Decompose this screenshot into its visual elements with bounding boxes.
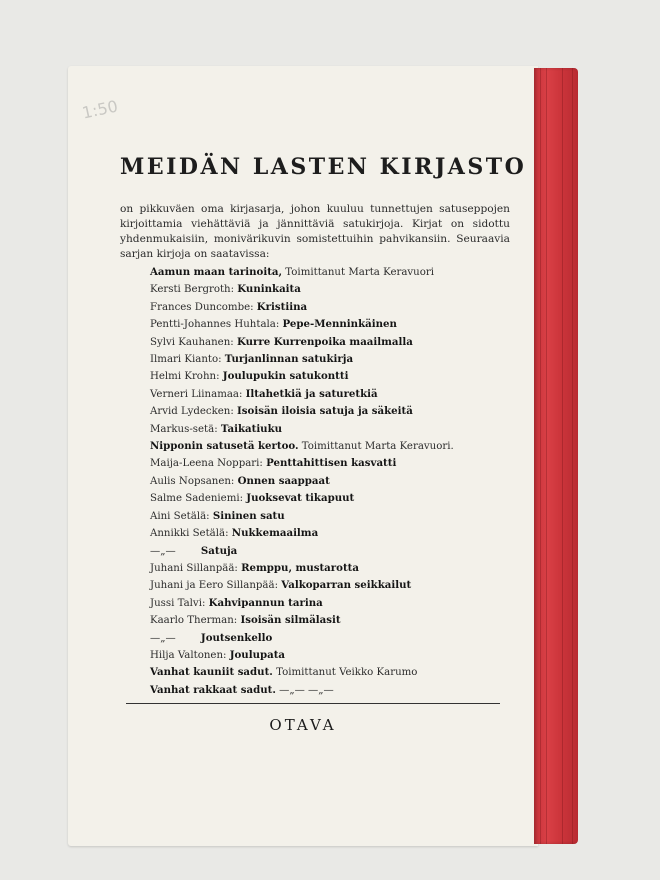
book-title: Onnen saappaat [237,474,330,487]
book-note: Toimittanut Marta Keravuori. [298,441,454,453]
book-back-cover [68,66,578,846]
book-entry [150,682,530,699]
book-note: Toimittanut Marta Keravuori [282,267,434,278]
book-title: Remppu, mustarotta [241,561,359,574]
book-title: Penttahittisen kasvatti [266,457,397,470]
book-entry [150,455,530,472]
book-author: Jussi Talvi: [150,597,209,609]
book-title: Turjanlinnan satukirja [224,353,354,366]
book-author: Maija-Leena Noppari: [150,458,267,470]
book-note: Toimittanut Veikko Karumo [272,667,418,679]
pencil-mark: 1:50 [80,96,120,123]
book-author: Arvid Lydecken: [150,406,238,418]
book-title: Vanhat kauniit sadut. [150,666,273,679]
book-entry [150,595,530,612]
book-list [150,264,530,699]
book-entry [150,368,530,385]
book-title: Iltahetkiä ja saturetkiä [245,387,378,400]
book-entry [150,334,530,351]
book-title: Satuja [200,544,238,557]
book-entry [150,577,530,594]
book-author: Kaarlo Therman: [150,615,241,627]
book-title: Valkoparran seikkailut [281,579,412,592]
book-author: Juhani Sillanpää: [150,562,242,574]
book-title: Kristiina [256,300,308,313]
book-author: Hilja Valtonen: [150,649,230,661]
book-entry [150,351,530,368]
divider [126,703,500,704]
book-title: Joutsenkello [200,631,273,644]
book-entry [150,316,530,333]
book-author: Salme Sadeniemi: [150,493,247,505]
book-author: —„— [150,632,179,644]
book-author: Juhani ja Eero Sillanpää: [150,580,282,592]
book-title: Nukkemaailma [231,527,319,540]
book-entry [150,421,530,438]
book-title: Kahvipannun tarina [208,596,323,609]
book-title: Taikatiuku [220,422,283,435]
series-intro: on pikkuväen oma kirjasarja, johon kuuluu tunnettujen satuseppojen kirjoittamia viehättäviä ja jännittäviä satukirjoja. Kirjat on sidottu yhdenmukaisiin, monivärikuvin somistettuihin pahvikansiin. Seuraavia sarjan kirjoja on saatavissa: [120,203,510,260]
book-entry [150,264,530,281]
book-entry [150,508,530,525]
series-title: MEIDÄN LASTEN KIRJASTO [120,154,527,180]
book-entry [150,525,530,542]
book-title: Joulupukin satukontti [222,370,349,383]
cover-page [68,66,538,846]
book-entry [150,664,530,681]
book-title: Juoksevat tikapuut [246,492,355,505]
red-spine [534,68,578,844]
book-note: —„— —„— [275,684,334,696]
book-title: Aamun maan tarinoita, [150,266,283,278]
book-title: Isoisän iloisia satuja ja säkeitä [237,405,413,418]
book-title: Kuninkaita [237,283,301,296]
book-title: Sininen satu [212,509,285,522]
book-author: —„— [150,545,179,557]
book-author: Sylvi Kauhanen: [150,336,237,348]
book-author: Ilmari Kianto: [150,354,225,366]
book-entry [150,630,530,647]
book-title: Kurre Kurrenpoika maailmalla [236,335,413,348]
publisher-name: OTAVA [269,716,337,734]
book-entry [150,560,530,577]
book-entry [150,612,530,629]
book-title: Nipponin satusetä kertoo. [150,440,299,453]
book-author: Helmi Krohn: [150,371,223,383]
book-author: Kersti Bergroth: [150,284,238,296]
book-author: Verneri Liinamaa: [150,388,246,400]
book-author: Pentti-Johannes Huhtala: [150,319,283,331]
book-author: Markus-setä: [150,423,221,435]
book-entry [150,647,530,664]
book-author: Aini Setälä: [150,510,213,522]
book-entry [150,543,530,560]
book-entry [150,473,530,490]
book-entry [150,490,530,507]
book-author: Aulis Nopsanen: [150,475,238,487]
book-title: Isoisän silmälasit [240,614,341,627]
book-title: Pepe-Menninkäinen [282,318,397,331]
book-entry [150,403,530,420]
book-entry [150,281,530,298]
book-entry [150,386,530,403]
book-title: Vanhat rakkaat sadut. [150,683,276,696]
book-entry [150,438,530,455]
book-author: Annikki Setälä: [150,528,232,540]
book-title: Joulupata [229,648,286,661]
book-author: Frances Duncombe: [150,301,257,313]
book-entry [150,299,530,316]
